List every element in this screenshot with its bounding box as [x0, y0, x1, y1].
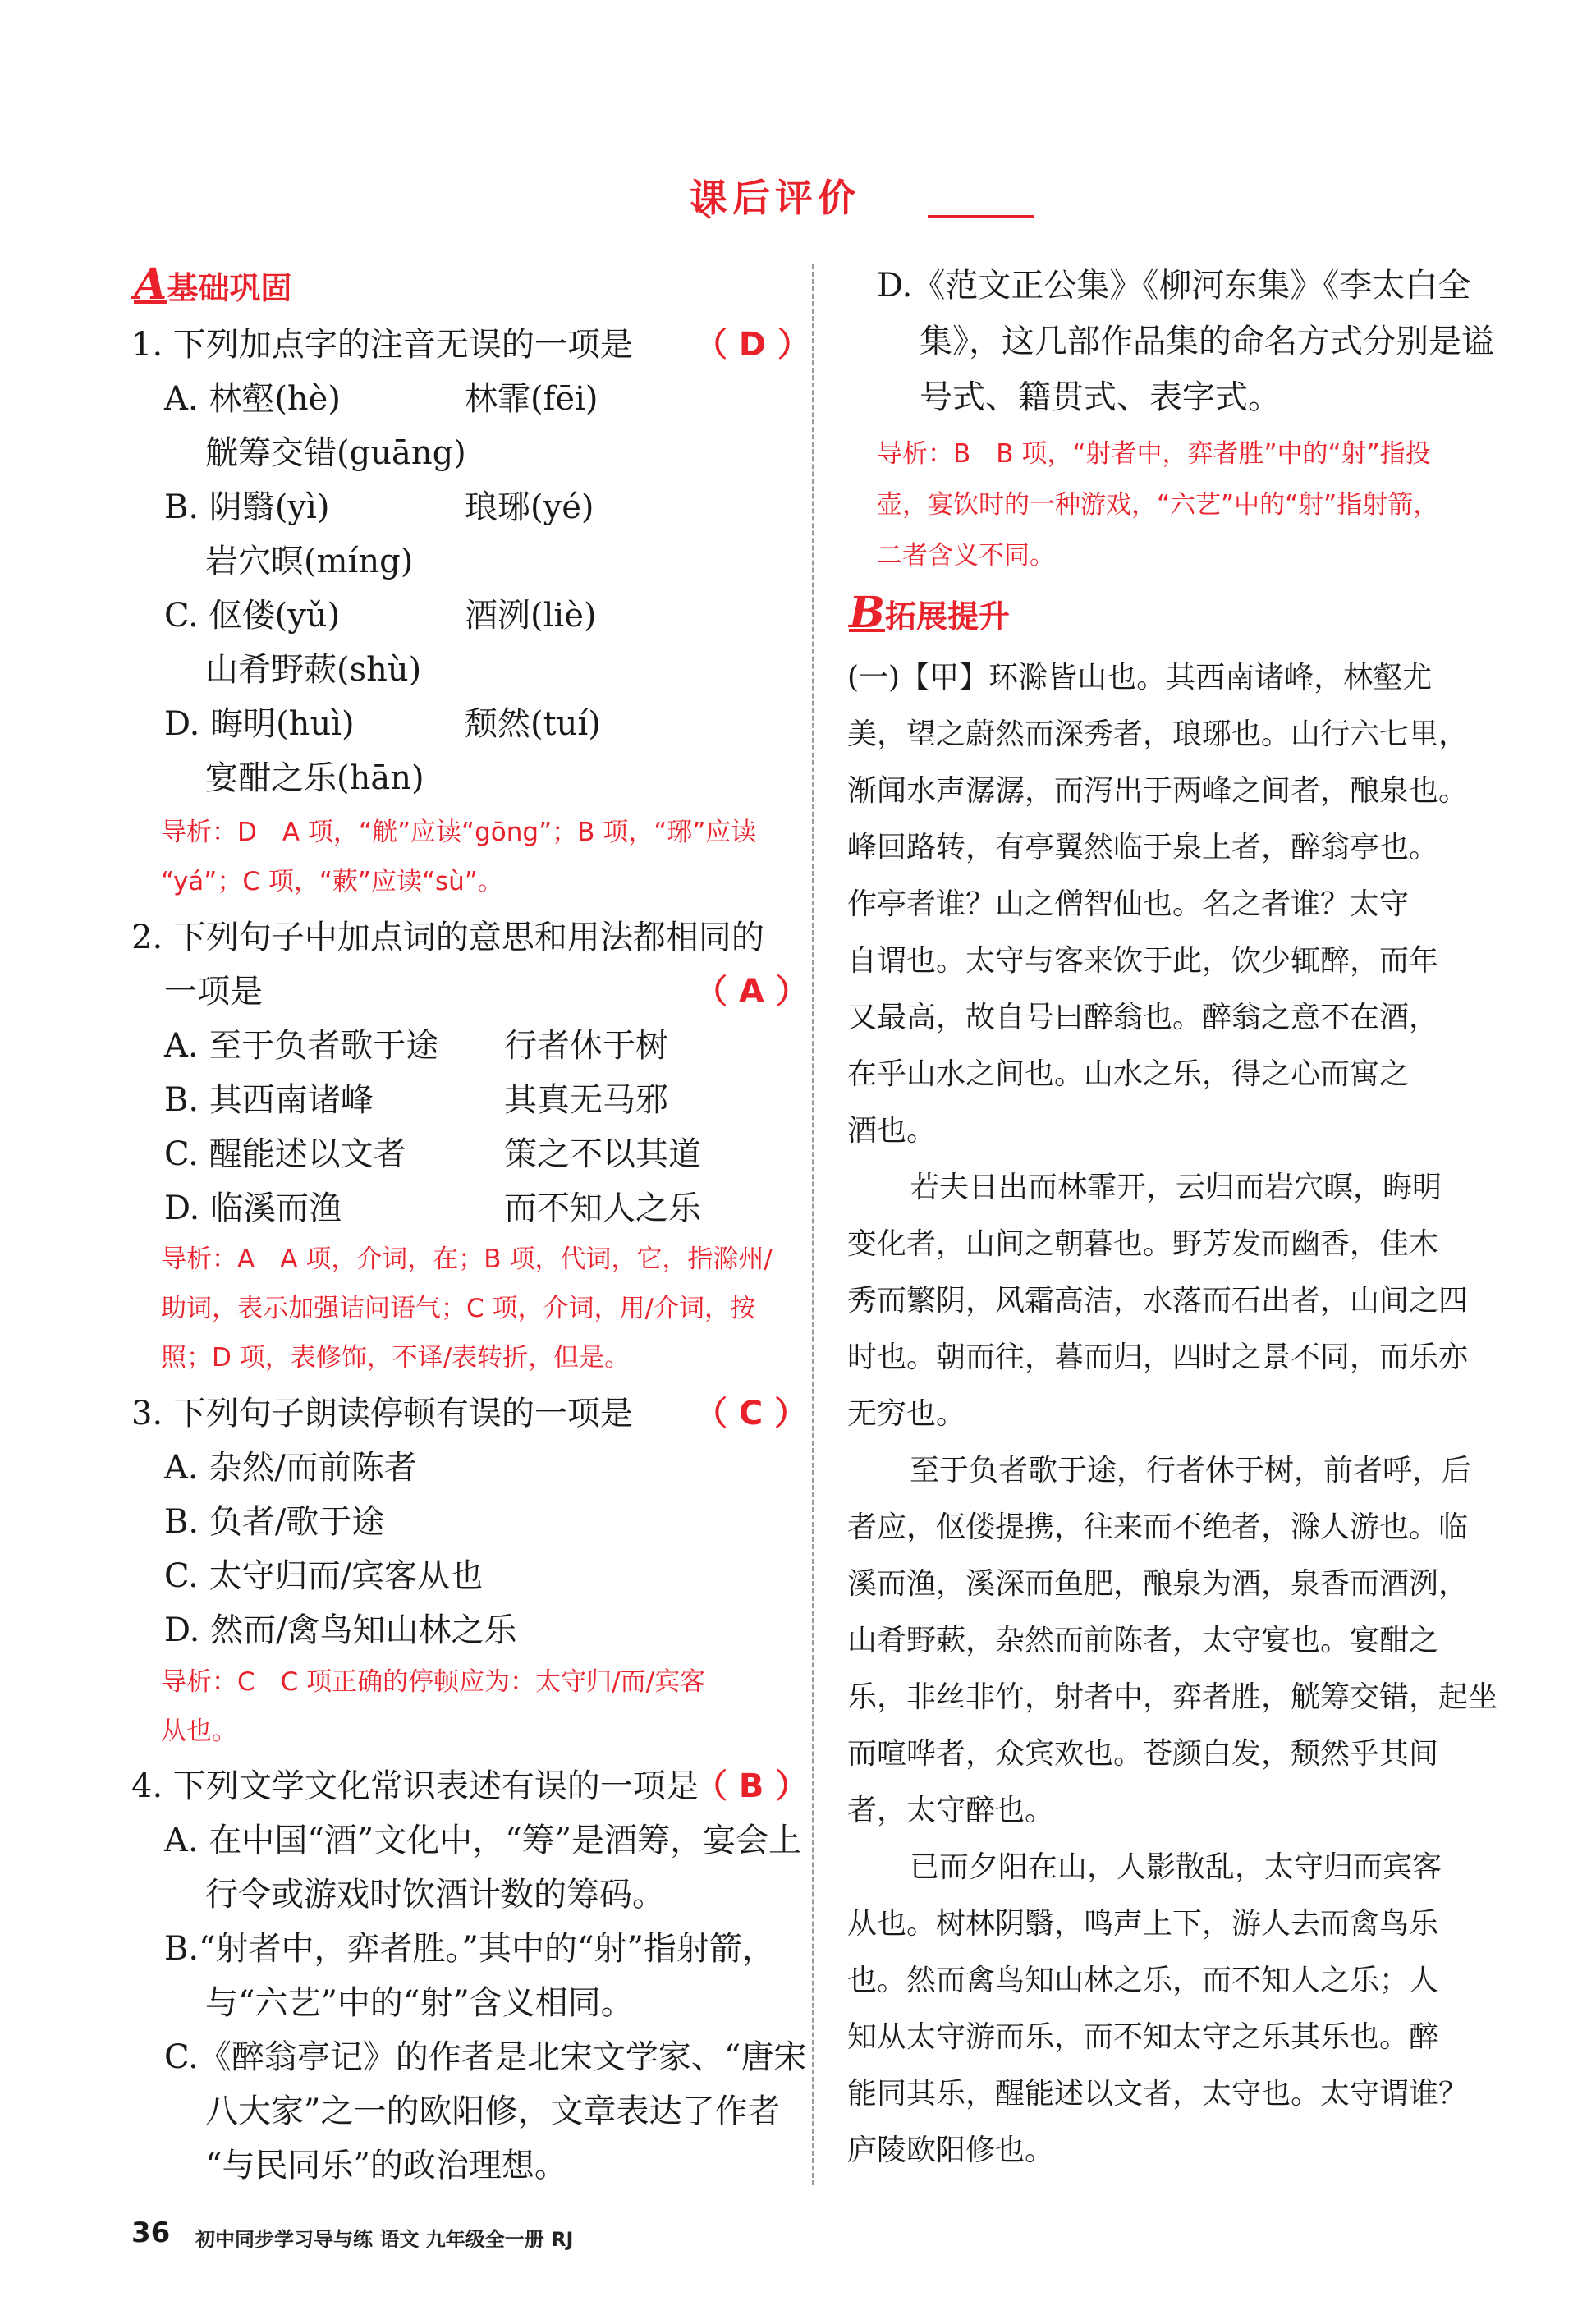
q4-option-b2: 与“六艺”中的“射”含义相同。 [205, 1984, 634, 2022]
q2-option-d2: 而不知人之乐 [504, 1189, 701, 1227]
passage-line: 已而夕阳在山，人影散乱，太守归而宾客 [910, 1850, 1442, 1884]
q4-option-c2: 八大家”之一的欧阳修，文章表达了作者 [205, 2092, 781, 2130]
section-b-title: 拓展提升 [884, 598, 1010, 635]
passage-line: 美，望之蔚然而深秀者，琅琊也。山行六七里， [847, 717, 1469, 751]
passage-line: 而喧哗者，众宾欢也。苍颜白发，颓然乎其间 [847, 1737, 1439, 1771]
q4-hint-line2: 壶，宴饮时的一种游戏，“六艺”中的“射”指射箭， [877, 490, 1439, 520]
passage-line: 酒也。 [847, 1114, 937, 1148]
book-title: 初中同步学习导与练 语文 九年级全一册 RJ [195, 2228, 574, 2251]
q4-option-d3: 号式、籍贯式、表字式。 [920, 378, 1281, 416]
q4-option-a1: A. 在中国“酒”文化中，“筹”是酒筹，宴会上 [164, 1822, 802, 1859]
passage-line: 作亭者谁？山之僧智仙也。名之者谁？太守 [847, 887, 1410, 921]
q1-option-d2: 颓然(tuí) [465, 705, 601, 743]
q1-option-d1: D. 晦明(huì) [164, 705, 355, 743]
q4-hint-line1: 导析：B B 项，“射者中，弈者胜”中的“射”指投 [877, 439, 1431, 469]
q3-hint-line1: 导析：C C 项正确的停顿应为：太守归/而/宾客 [161, 1667, 706, 1697]
passage-line: 若夫日出而林霏开，云归而岩穴暝，晦明 [910, 1171, 1442, 1204]
q1-option-a2: 林霏(fēi) [465, 380, 598, 418]
title-underline [928, 215, 1034, 218]
passage-line: 又最高，故自号曰醉翁也。醉翁之意不在酒， [847, 1001, 1439, 1034]
section-a-letter: A [134, 259, 167, 309]
q2-option-b1: B. 其西南诸峰 [164, 1081, 374, 1119]
q1-option-a3: 觥筹交错(guāng) [205, 434, 466, 472]
q1-option-c3: 山肴野蔌(shù) [205, 651, 422, 689]
q2-option-a1: A. 至于负者歌于途 [164, 1027, 439, 1065]
q2-option-c1: C. 醒能述以文者 [164, 1135, 406, 1173]
q1-option-d3: 宴酣之乐(hān) [205, 759, 424, 797]
page-title: 课后评价 [690, 176, 860, 220]
q4-option-c3: “与民同乐”的政治理想。 [205, 2147, 567, 2184]
section-a-title: 基础巩固 [167, 270, 292, 306]
q2-option-c2: 策之不以其道 [504, 1135, 701, 1173]
passage-line: (一)【甲】环滁皆山也。其西南诸峰，林壑尤 [847, 661, 1433, 694]
q2-answer: （ A ） [695, 973, 809, 1011]
passage-line: 变化者，山间之朝暮也。野芳发而幽香，佳木 [847, 1227, 1439, 1261]
passage-line: 无穷也。 [847, 1397, 966, 1431]
q1-option-b3: 岩穴暝(míng) [205, 543, 414, 580]
section-b-heading [849, 588, 1010, 638]
passage-line: 渐闻水声潺潺，而泻出于两峰之间者，酿泉也。 [847, 774, 1469, 808]
q3-stem: 3. 下列句子朗读停顿有误的一项是 [131, 1395, 633, 1432]
passage-line: 者应，伛偻提携，往来而不绝者，滁人游也。临 [847, 1510, 1469, 1544]
passage-line: 溪而渔，溪深而鱼肥，酿泉为酒，泉香而酒洌， [847, 1567, 1469, 1601]
q4-hint-line3: 二者含义不同。 [877, 541, 1055, 571]
passage-line: 知从太守游而乐，而不知太守之乐其乐也。醉 [847, 2020, 1439, 2054]
passage-line: 也。然而禽鸟知山林之乐，而不知人之乐；人 [847, 1964, 1439, 1997]
q3-option-b: B. 负者/歌于途 [164, 1503, 385, 1541]
q3-option-c: C. 太守归而/宾客从也 [164, 1557, 484, 1595]
q4-option-d1: D.《范文正公集》《柳河东集》《李太白全 [877, 267, 1471, 305]
passage-line: 能同其乐，醒能述以文者，太守也。太守谓谁？ [847, 2077, 1469, 2111]
q3-answer: （ C ） [695, 1395, 808, 1432]
q1-answer: （ D ） [695, 326, 811, 364]
q1-hint-line1: 导析：D A 项，“觥”应读“gōng”；B 项，“琊”应读 [161, 818, 757, 847]
q3-option-d: D. 然而/禽鸟知山林之乐 [164, 1611, 517, 1649]
q4-option-d2: 集》，这几部作品集的命名方式分别是谥 [920, 323, 1494, 360]
q2-stem-line1: 2. 下列句子中加点词的意思和用法都相同的 [131, 919, 764, 956]
passage-line: 自谓也。太守与客来饮于此，饮少辄醉，而年 [847, 944, 1439, 978]
passage-line: 从也。树林阴翳，鸣声上下，游人去而禽鸟乐 [847, 1907, 1439, 1941]
q3-hint-line2: 从也。 [161, 1717, 237, 1746]
q4-option-b1: B.“射者中，弈者胜。”其中的“射”指射箭， [164, 1930, 775, 1968]
q2-hint-line3: 照；D 项，表修饰，不译/表转折，但是。 [161, 1343, 631, 1373]
passage-line: 在乎山水之间也。山水之乐，得之心而寓之 [847, 1057, 1410, 1091]
passage-line: 峰回路转，有亭翼然临于泉上者，醉翁亭也。 [847, 831, 1439, 864]
q2-hint-line2: 助词，表示加强诘问语气；C 项，介词，用/介词，按 [161, 1294, 755, 1323]
q3-option-a: A. 杂然/而前陈者 [164, 1449, 417, 1487]
q2-option-a2: 行者休于树 [504, 1027, 668, 1065]
q1-hint-line2: “yá”；C 项，“蔌”应读“sù”。 [161, 867, 503, 896]
q2-hint-line1: 导析：A A 项，介词，在；B 项，代词，它，指滁州/ [161, 1244, 773, 1274]
q2-option-b2: 其真无马邪 [504, 1081, 668, 1119]
passage-line: 秀而繁阴，风霜高洁，水落而石出者，山间之四 [847, 1284, 1469, 1318]
page-number: 36 [131, 2216, 171, 2249]
q2-stem-line2: 一项是 [164, 973, 263, 1011]
passage-line: 时也。朝而往，暮而归，四时之景不同，而乐亦 [847, 1341, 1469, 1374]
q4-option-c1: C.《醉翁亭记》的作者是北宋文学家、“唐宋 [164, 2038, 807, 2076]
q1-option-c1: C. 伛偻(yǔ) [164, 597, 341, 635]
q4-answer: （ B ） [695, 1767, 809, 1805]
passage-line: 至于负者歌于途，行者休于树，前者呼，后 [910, 1454, 1472, 1487]
passage-line: 山肴野蔌，杂然而前陈者，太守宴也。宴酣之 [847, 1624, 1439, 1657]
passage-line: 庐陵欧阳修也。 [847, 2134, 1055, 2167]
passage-line: 乐，非丝非竹，射者中，弈者胜，觥筹交错，起坐 [847, 1680, 1498, 1714]
q1-option-c2: 酒洌(liè) [465, 597, 597, 635]
passage-line: 者，太守醉也。 [847, 1794, 1055, 1827]
q1-option-a1: A. 林壑(hè) [164, 380, 341, 418]
q1-option-b1: B. 阴翳(yì) [164, 488, 330, 526]
section-a-heading [134, 259, 291, 309]
q1-option-b2: 琅琊(yé) [465, 488, 594, 526]
q4-stem: 4. 下列文学文化常识表述有误的一项是 [131, 1767, 699, 1805]
section-b-letter: B [849, 588, 885, 638]
q2-option-d1: D. 临溪而渔 [164, 1189, 342, 1227]
q4-option-a2: 行令或游戏时饮酒计数的筹码。 [205, 1876, 665, 1914]
column-divider [812, 264, 814, 2185]
q1-stem: 1. 下列加点字的注音无误的一项是 [131, 326, 633, 364]
